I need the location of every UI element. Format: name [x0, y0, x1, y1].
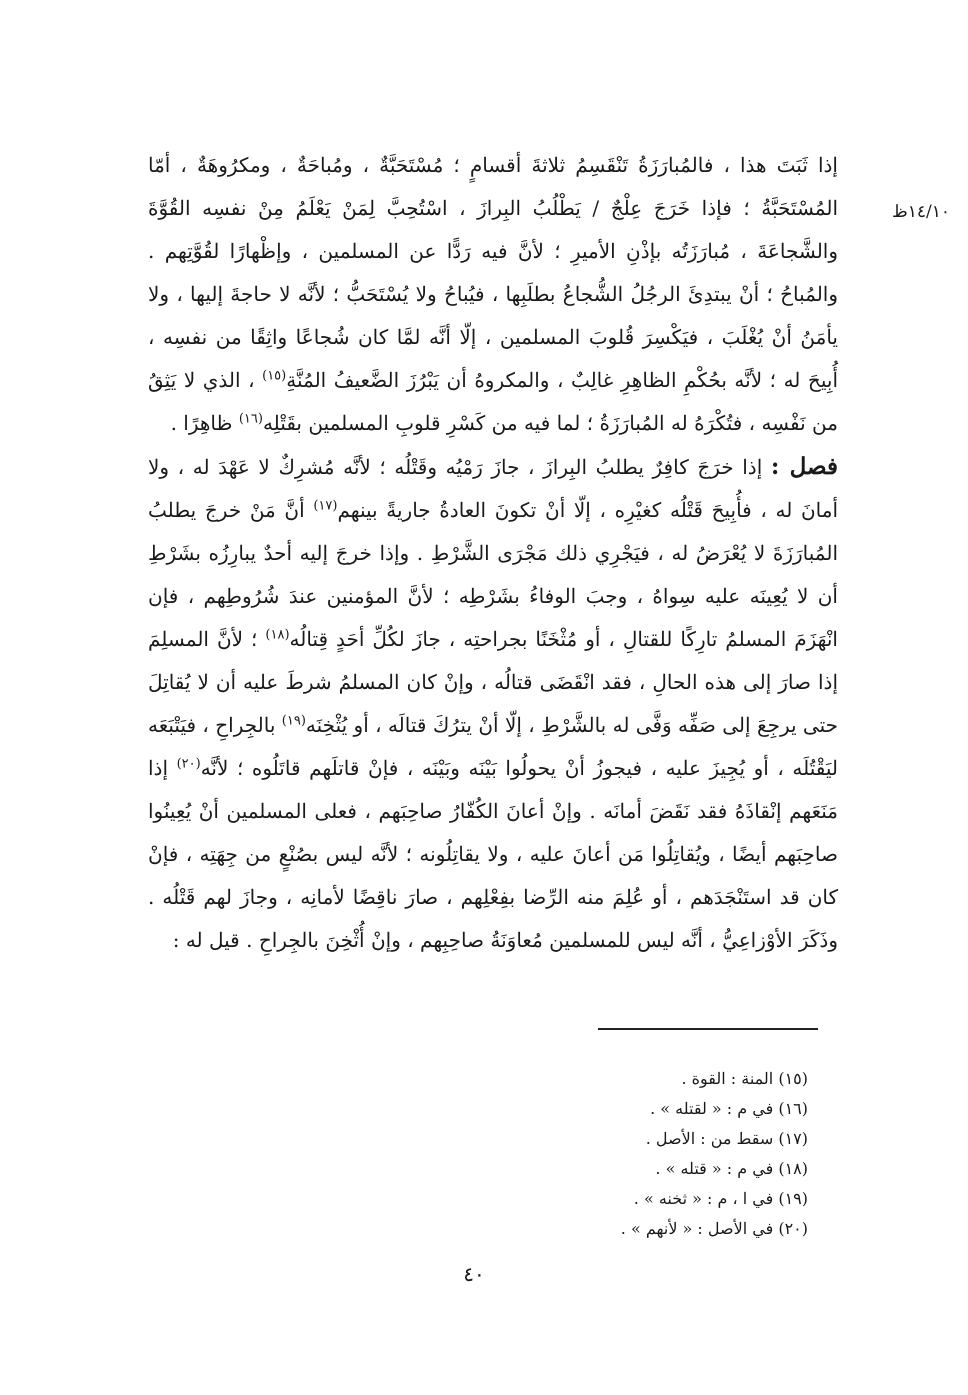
- footnotes-list: [420, 1064, 808, 1244]
- manuscript-folio-reference: ١٤/١٠ظ: [892, 202, 950, 222]
- footnote-marker: (١٨): [265, 627, 290, 643]
- footnote-15: (١٥) المنة : القوة .: [681, 1069, 808, 1088]
- paragraph-fasl: [148, 445, 838, 962]
- text-run: إذا مَنَعَهم إنْقاذَهُ فقد نَقَضَ أمانَه . وإنْ أعانَ الكُفّارُ صاحِبَهم ، فعلى المسلمين أنْ يُعِينُوا صاحِبَهم أيضًا ، ويُقاتِلُوا مَن أعانَ عليه ، ولا يقاتِلُونه ؛ لأنَّه ليس بصُنْعٍ من جِهَتِه ، فإنْ كان قد استَنْجَدَهم ، أو عُلِمَ منه الرِّضا بفِعْلِهم ، صارَ ناقِضًا لأمانِه ، وجازَ لهم قَتْلُه . وذَكَرَ الأوْزاعِيُّ ، أنَّه ليس للمسلمين مُعاوَنَةُ صاحِبِهم ، وإنْ أُثْخِنَ بالجِراحِ . قيل له :: [148, 756, 838, 952]
- footnote-16: (١٦) في م : « لقتله » .: [650, 1099, 808, 1118]
- footnote-20: (٢٠) في الأصل : « لأنهم » .: [620, 1219, 808, 1238]
- footnote-18: (١٨) في م : « قتله » .: [655, 1159, 808, 1178]
- text-run: إذا خرَجَ كافِرٌ يطلبُ البِرازَ ، جازَ رَمْيُه وقَتْلُه ؛ لأنَّه مُشرِكٌ لا عَهْدَ له ، ولا أمانَ له ، فأُبِيحَ قَتْلُه كغيْرِه ، إلّا أنْ تكونَ العادةُ جاريةً بينهم: [148, 455, 838, 522]
- section-heading-fasl: فصل :: [770, 453, 838, 480]
- footnote-19: (١٩) في ا ، م : « ثخنه » .: [633, 1189, 808, 1208]
- footnote-marker: (١٩): [281, 713, 306, 729]
- text-run: أنَّ مَنْ خرجَ يطلبُ المُبارَزَةَ لا يُعْرَضُ له ، فيَجْرِي ذلك مَجْرَى الشَّرْطِ . وإذا خرجَ إليه أحدٌ يبارِزُه بشَرْطِ أن لا يُعِينَه عليه سِواهُ ، وجبَ الوفاءُ بشَرْطِه ؛ لأنَّ المؤمنين عندَ شُرُوطِهم ، فإن انْهَزَمَ المسلمُ تارِكًا للقتالِ ، أو مُثْخَنًا بجراحتِه ، جازَ لكُلِّ أحَدٍ قِتالُه: [148, 498, 838, 651]
- footnote-marker: (١٥): [262, 368, 287, 384]
- text-run: ، الذي لا يَثِقُ من نَفْسِه ، فتُكْرَهُ له المُبارَزَةُ ؛ لما فيه من كَسْرِ قلوبِ المسلمين بقَتْلِه: [148, 368, 838, 435]
- footnote-separator-line: [598, 1028, 818, 1030]
- main-text-block: [148, 143, 838, 962]
- paragraph-mubaraza-types: [148, 143, 838, 445]
- footnote-marker: (١٦): [238, 411, 263, 427]
- footnote-marker: (٢٠): [176, 756, 201, 772]
- footnote-17: (١٧) سقط من : الأصل .: [645, 1129, 808, 1148]
- page-number: ٤٠: [463, 1262, 485, 1286]
- text-run: ؛ لأنَّ المسلِمَ إذا صارَ إلى هذه الحالِ ، فقد انْقَضَى قتالُه ، وإنْ كان المسلمُ شرطَ عليه أن لا يُقاتِلَ حتى يرجِعَ إلى صَفِّه وَفَّى له بالشَّرْطِ ، إلّا أنْ يترُكَ قتالَه ، أو يُثْخِنَه: [148, 627, 838, 737]
- text-run: إذا ثَبَتَ هذا ، فالمُبارَزَةُ تَنْقَسِمُ ثلاثةَ أقسامٍ ؛ مُسْتَحَبَّةٌ ، ومُباحَةٌ ، ومكرُوهَةٌ ، أمّا المُسْتَحَبَّةُ ؛ فإذا خَرَجَ عِلْجٌ / يَطْلُبُ البِرازَ ، اسْتُحِبَّ لِمَنْ يَعْلَمُ مِنْ نفسِه القُوَّةَ والشَّجاعَةَ ، مُبارَزَتُه بإذْنِ الأميرِ ؛ لأنَّ فيه رَدًّا عن المسلمين ، وإظْهارًا لقُوَّتِهم . والمُباحُ ؛ أنْ يبتدِئَ الرجُلُ الشُّجاعُ بطلَبِها ، فيُباحُ ولا يُسْتَحَبُّ ؛ لأنَّه لا حاجةَ إليها ، ولا يأمَنُ أنْ يُغْلَبَ ، فيَكْسِرَ قُلوبَ المسلمين ، إلّا أنَّه لمَّا كان شُجاعًا واثِقًا من نفسِه ، أُبِيحَ له ؛ لأنَّه بحُكْمِ الظاهِرِ غالِبٌ ، والمكروهُ أن يَبْرُزَ الضَّعيفُ المُنَّةِ: [148, 153, 839, 392]
- footnote-marker: (١٧): [313, 498, 338, 514]
- text-run: ظاهِرًا .: [170, 411, 239, 435]
- text-run: بالجِراحِ ، فيَتْبَعَه ليَقْتُلَه ، أو يُجِيزَ عليه ، فيجوزُ أنْ يحولُوا بَيْنَه وبَيْنَه ، فإنْ قاتلَهم قاتَلُوه ؛ لأنَّه: [148, 713, 838, 780]
